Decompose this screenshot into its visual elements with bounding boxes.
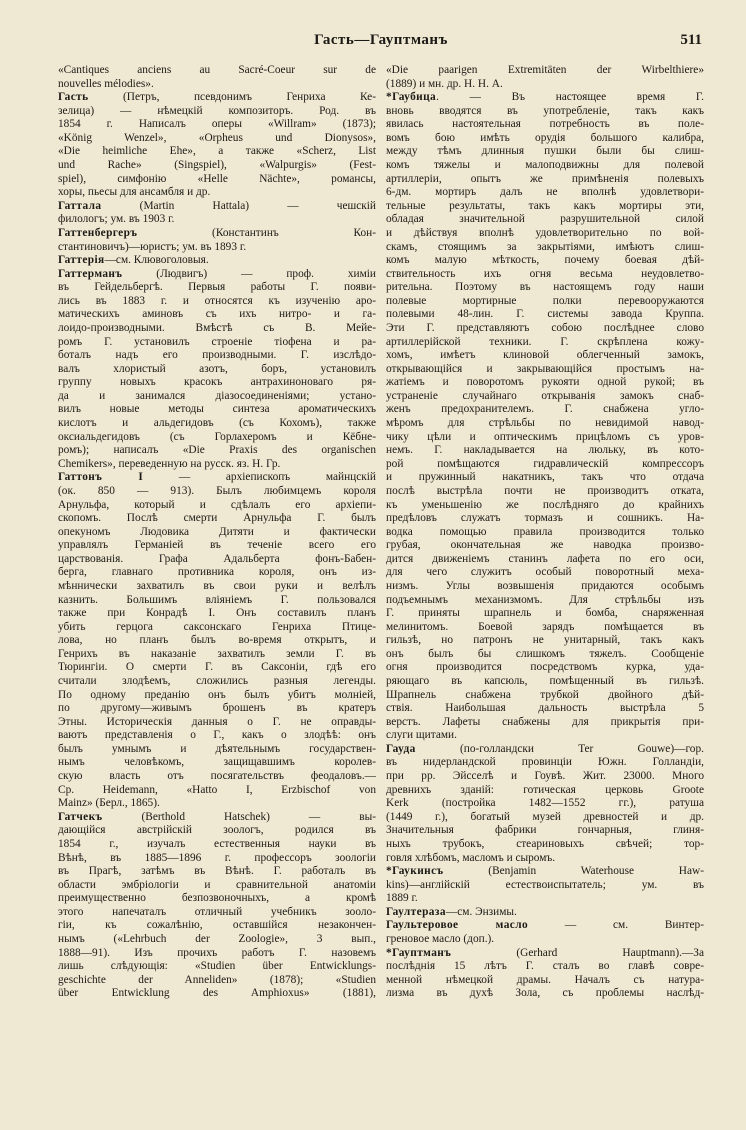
text-line [58,933,376,947]
text-line [386,145,704,159]
text-line [386,268,704,282]
line-text: въ нидерландской провинціи Южн. Голландіи, [386,756,704,769]
text-line [386,892,704,906]
line-text: Эти Г. представляютъ собою послѣднее слово [386,321,704,334]
line-text: матическихъ аминовъ съ ихъ нитро- и га- [58,308,376,321]
entry-headword: Гаултераза [386,905,446,918]
text-line [386,974,704,988]
line-text: (Gerhard Hauptmann).—За [451,946,704,959]
text-line [386,485,704,499]
entry-headword: Гаттерманъ [58,267,123,280]
text-line [386,634,704,648]
line-text: нымъ человѣкомъ, защищавшимъ королев- [58,756,376,769]
line-text: лись въ 1883 г. и относятся къ изученію аро- [58,294,376,307]
line-text: былъ умнымъ и дѣятельнымъ государствен- [58,742,376,755]
line-text: явилась настоятельная потребность въ поле- [386,118,704,131]
text-line [58,254,376,268]
text-line [58,499,376,513]
entry-headword: Гаттенбергеръ [58,226,138,239]
text-line [386,797,704,811]
line-text: вилъ новые методы синтеза ароматическихъ [58,403,376,416]
line-text: kins)—англійскій естествоиспытатель; ум. въ [386,878,704,891]
line-text: комъ тяжелы и малоподвижны для полевой [386,159,704,172]
line-text: (1449 г.), богатый музей древностей и др. [386,810,704,823]
text-line [58,634,376,648]
line-text: онъ былъ бы слишкомъ тяжелъ. Сообщеніе [386,647,704,660]
line-text: обладая значительной разрушительной силой [386,213,704,226]
line-text: Ср. Heidemann, «Hatto I, Erzbischof von [58,783,376,796]
line-text: полевые мортирные полки перевооружаются [386,294,704,307]
text-line [58,987,376,1001]
line-text: По одному преданію онъ былъ убитъ молніей, [58,688,376,701]
text-line [386,566,704,580]
line-text: —см. Энзимы. [445,905,517,918]
line-text: (Martin Hattala) — чешскій [101,199,376,212]
text-line [386,295,704,309]
line-text: «Cantiques anciens au Sacré-Coeur sur de [58,64,376,76]
line-text: «König Wenzel», «Orpheus und Dionysos», [58,131,376,144]
line-text: Этны. Историческія данныя о Г. не оправды- [58,715,376,728]
text-line [58,105,376,119]
text-line [386,756,704,770]
entry-headword: *Гаубица [386,91,437,104]
text-line [386,281,704,295]
line-text: и дѣйствуя вполнѣ удовлетворительно по вой- [386,226,704,239]
text-line [58,173,376,187]
line-text: (Петръ, псевдонимъ Генриха Ке- [88,91,376,104]
text-line [58,947,376,961]
line-text: полевыми 48-лин. Г. системы завода Круппа. [386,308,704,321]
text-line [386,390,704,404]
line-text: грубая, окончательная же наводка произво- [386,539,704,552]
line-text: греновое масло (доп.). [386,933,495,945]
line-text: къ уменьшенію же послѣдняго до крайнихъ [386,498,704,511]
text-line [386,784,704,798]
text-line [58,471,376,485]
text-line [386,621,704,635]
left-column [58,64,376,1001]
text-line [58,485,376,499]
line-text: хомъ, имѣетъ клиновой облегченный замокъ, [386,349,704,362]
text-line [58,268,376,282]
text-line [58,960,376,974]
text-line [58,566,376,580]
text-line [58,526,376,540]
text-line [58,390,376,404]
text-line [386,254,704,268]
text-line [58,594,376,608]
line-text: «Die paarigen Extremitäten der Wirbelthiere» [386,64,704,76]
line-text: Тюрингіи. О смерти Г. въ Саксоніи, гдѣ его [58,661,376,674]
text-line [58,78,376,92]
text-line [58,322,376,336]
text-line [58,295,376,309]
text-line [386,471,704,485]
line-text: комъ малую мѣткость, почему боевая дѣй- [386,254,704,267]
line-text: ваютъ представленія о Г., какъ о злодѣѣ: онъ [58,729,376,742]
text-line [386,743,704,757]
text-line [58,308,376,322]
text-line [58,607,376,621]
line-text: царствованія. Графа Адальберта фонъ-Бабен- [58,552,376,565]
line-text: преимущественно безпозвоночныхъ, а кромѣ [58,892,376,905]
page-number: 511 [680,32,702,48]
line-text: Вѣнѣ, въ 1885—1896 г. профессоръ зоологіи [58,851,376,864]
line-text: подъемнымъ механизмомъ. Для стрѣльбы изъ [386,593,704,606]
text-line [386,852,704,866]
line-text: огня производится посредствомъ курка, уда- [386,661,704,674]
text-line [58,539,376,553]
text-line [386,322,704,336]
page-header [60,32,702,54]
line-text: вновь вводятся въ употребленіе, такъ какъ [386,104,704,117]
line-text: низмъ. Углы возвышенія придаются особымъ [386,579,704,592]
line-text: считали злодѣемъ, сложились разныя легенды. [58,675,376,688]
text-line [386,865,704,879]
text-line [58,200,376,214]
entry-headword: Гаттала [58,199,102,212]
entry-headword: *Гаукинсъ [386,865,444,878]
line-text: говля хлѣбомъ, масломъ и сыромъ. [386,851,556,864]
line-text: лова, но планъ былъ во-время открытъ, и [58,634,376,647]
text-line [386,526,704,540]
line-text: über Entwicklung des Amphioxus» (1881), [58,987,376,1000]
line-text: (Константинъ Кон- [137,226,376,239]
line-text: при рр. Эйсселѣ и Гоувѣ. Жит. 23000. Много [386,770,704,783]
text-line [58,118,376,132]
line-text: Генрихъ въ наказаніе захватилъ земли Г. въ [58,647,376,660]
line-text: (Людвигъ) — проф. химіи [122,267,376,280]
line-text: тельные результаты, такъ какъ мортиры эти, [386,199,704,212]
text-line [386,594,704,608]
text-line [58,811,376,825]
line-text: (ок. 850 — 913). Былъ любимцемъ короля [58,484,376,497]
text-line [58,879,376,893]
line-text: скамъ, стоящимъ за закрытіями, имѣютъ слиш- [386,240,704,253]
line-text: открывающійся и закрывающійся простымъ на- [386,362,704,375]
text-line [386,118,704,132]
line-text: nouvelles mélodies». [58,77,154,90]
entry-headword: Гаттонъ I [58,471,144,484]
line-text: мѣннически захватилъ въ свои руки и велѣлъ [58,579,376,592]
line-text: берга, главнаго противника короля, онъ из- [58,566,376,579]
entry-headword: Гасть [58,91,89,104]
line-text: рой помѣщаются гидравлическій компрессоръ [386,457,704,470]
line-text: Арнульфа, который и сдѣлалъ его архіепи- [58,498,376,511]
running-title: Гасть—Гауптманъ [314,32,448,48]
entry-headword: Гаультеровое масло [386,919,529,932]
text-line [386,105,704,119]
text-line [386,553,704,567]
line-text: und Rache» (Singspiel), «Walpurgis» (Fest- [58,159,376,172]
line-text: 1889 г. [386,892,418,905]
text-line [58,729,376,743]
line-text: чику цѣли и оптическимъ прицѣломъ съ уров- [386,430,704,443]
text-line [386,213,704,227]
text-line [386,132,704,146]
text-line [58,919,376,933]
text-line [386,417,704,431]
text-line [386,811,704,825]
text-line [386,824,704,838]
line-text: управлялъ Германіей въ теченіе всего его [58,539,376,552]
line-text: послѣднія 15 лѣтъ Г. сталъ во главѣ совре- [386,960,704,973]
line-text: вомъ бою имѣть орудія большого калибра, [386,131,704,144]
line-text: для чего служитъ особый поворотный меха- [386,566,704,579]
entry-headword: Гауда [386,742,416,755]
entry-headword: Гаттерія [58,254,105,267]
line-text: лишь слѣдующія: «Studien über Entwicklungs- [58,960,376,973]
line-text: гіи, къ сожалѣнію, оставшійся незакончен- [58,919,376,932]
line-text: Шрапнель снабжена трубкой двойного дѣй- [386,688,704,701]
text-line [58,145,376,159]
text-line [58,444,376,458]
line-text: по другому—живымъ брошенъ въ кратеръ [58,702,376,715]
text-line [58,702,376,716]
text-line [58,784,376,798]
text-line [58,675,376,689]
line-text: Значительныя фабрики гончарныя, глиня- [386,824,704,837]
text-line [386,580,704,594]
line-text: боталъ надъ его производными. Г. изслѣдо- [58,349,376,362]
text-line [386,349,704,363]
text-line [58,892,376,906]
text-line [58,376,376,390]
line-text: жатіемъ и поворотомъ рукояти одной рукой; въ [386,376,704,389]
line-text: устраненіе случайнаго открыванія замокъ снаб- [386,389,704,402]
line-text: казнить. Большимъ вліяніемъ Г. пользовался [58,593,376,606]
text-line [386,363,704,377]
line-text: и пружинный накатникъ, такъ что отдача [386,471,704,484]
text-line [58,336,376,350]
text-line [58,186,376,200]
line-text: рительна. Поэтому въ настоящемъ году наши [386,281,704,294]
text-line [386,64,704,78]
text-line [386,648,704,662]
line-text: немъ. Г. накладывается на люльку, въ кото- [386,444,704,457]
text-line [386,716,704,730]
line-text: — см. Винтер- [528,919,704,932]
line-text: артиллеріи, опытъ же примѣненія полевыхъ [386,172,704,185]
line-text: ныхъ трубокъ, стеариновыхъ свѣчей; тор- [386,837,704,850]
line-text: древнихъ зданій: готическая церковь Groote [386,783,704,796]
text-line [58,227,376,241]
text-line [58,838,376,852]
text-line [386,689,704,703]
line-text: spiel), симфонію «Helle Nächte», романсы, [58,172,376,185]
right-column [386,64,704,1001]
line-text: нымъ («Lehrbuch der Zoologie», 3 вып., [58,933,376,945]
text-line [58,213,376,227]
text-line [58,661,376,675]
text-line [386,960,704,974]
line-text: 6-дм. мортиръ далъ не вполнѣ удовлетвори- [386,186,704,199]
line-text: артиллерійской техники. Г. скрѣплена кожу- [386,335,704,348]
line-text: (1889) и мн. др. Н. Н. А. [386,77,503,90]
text-line [58,91,376,105]
text-line [58,553,376,567]
line-text: ствія. Наибольшая дальность выстрѣла 5 [386,702,704,715]
text-line [58,403,376,417]
line-text: области эмбріологіи и сравнительной анатоміи [58,878,376,891]
text-line [386,336,704,350]
text-line [58,349,376,363]
text-line [58,431,376,445]
line-text: лизма въ духѣ Зола, съ проблемы наслѣд- [386,987,704,1000]
line-text: Г. приняты шрапнель и бомба, снаряженная [386,607,704,620]
line-text: менной нѣмецкой драмы. Началъ съ натура- [386,973,704,986]
text-line [386,376,704,390]
text-line [58,580,376,594]
line-text: филологъ; ум. въ 1903 г. [58,213,175,226]
entry-headword: Гатчекъ [58,810,103,823]
text-line [386,200,704,214]
line-text: дающійся австрійскій зоологъ, родился въ [58,824,376,837]
line-text: предѣловъ служатъ тормазъ и сошникъ. На- [386,512,704,525]
text-line [386,987,704,1001]
text-line [386,458,704,472]
text-line [58,743,376,757]
line-text: послѣ выстрѣла почти не производитъ отката, [386,484,704,497]
text-line [58,770,376,784]
line-text: также при Конрадѣ I. Онъ составилъ планъ [58,607,376,620]
text-line [386,308,704,322]
text-line [386,661,704,675]
line-text: мѣромъ для стрѣльбы по невидимой навод- [386,417,704,430]
line-text: кислотъ и альдегидовъ (съ Кохомъ), также [58,417,376,430]
text-line [58,716,376,730]
line-text: — архіепископъ майнцскій [143,471,376,484]
text-line [58,906,376,920]
line-text: верстъ. Лафеты снабжены для прикрытія при- [386,715,704,728]
line-text: мелинитомъ. Боевой зарядъ помѣщается въ [386,620,704,633]
text-line [386,78,704,92]
text-line [58,865,376,879]
line-text: (Berthold Hatschek) — вы- [102,810,376,823]
text-line [386,838,704,852]
line-text: (по-голландски Ter Gouwe)—гор. [415,742,704,755]
line-text: 1888—91). Изъ прочихъ работъ Г. назовемъ [58,946,376,959]
line-text: Mainz» (Берл., 1865). [58,797,160,810]
line-text: этого напечаталъ отличный учебникъ зооло- [58,905,376,918]
text-line [58,689,376,703]
text-line [386,159,704,173]
text-line [386,91,704,105]
text-line [386,906,704,920]
line-text: (Benjamin Waterhouse Haw- [443,865,704,878]
line-text: ромъ); написалъ «Die Praxis des organischen [58,444,376,457]
text-line [58,458,376,472]
text-line [386,607,704,621]
line-text: дится движеніемъ станинъ лафета по его оси, [386,552,704,565]
text-line [386,431,704,445]
text-line [58,756,376,770]
line-text: Chemikers», переведенную на русск. яз. Н. Гр. [58,457,281,470]
line-text: Kerk (постройка 1482—1552 гг.), ратуша [386,797,704,810]
line-text: ромъ Г. установилъ строеніе тіофена и ра- [58,335,376,348]
text-line [386,770,704,784]
line-text: убить герцога саксонскаго Генриха Птице- [58,620,376,633]
text-line [386,947,704,961]
line-text: 1854 г. Написалъ оперы «Willram» (1873); [58,118,376,131]
line-text: гильзѣ, но патронъ не унитарный, такъ какъ [386,634,704,647]
text-line [386,879,704,893]
line-text: оксиальдегидовъ (съ Горлахеромъ и Кёбне- [58,430,376,443]
line-text: въ Прагѣ, затѣмъ въ Вѣнѣ. Г. работалъ въ [58,865,376,878]
line-text: хоры, пьесы для ансамбля и др. [58,186,211,199]
line-text: geschichte der Anneliden» (1878); «Studien [58,973,376,986]
text-line [58,974,376,988]
text-line [386,499,704,513]
text-line [386,729,704,743]
text-line [386,919,704,933]
text-line [386,227,704,241]
text-line [386,702,704,716]
text-line [58,363,376,377]
text-line [386,512,704,526]
line-text: «Die heimliche Ehe», а также «Scherz, List [58,145,376,158]
line-text: женъ предохранителемъ. Г. снабжена угло- [386,403,704,416]
line-text: валъ хлористый азотъ, боръ, установилъ [58,362,376,375]
text-line [58,824,376,838]
line-text: ствительность ихъ огня весьма неудовлетво- [386,267,704,280]
text-line [386,241,704,255]
line-text: водка помощью правила производится только [386,525,704,538]
text-line [58,281,376,295]
text-line [386,675,704,689]
text-line [386,173,704,187]
text-line [386,186,704,200]
line-text: скопомъ. Послѣ смерти Арнульфа Г. былъ [58,512,376,525]
line-text: да и занимался діазосоединеніями; устано- [58,389,376,402]
text-line [58,159,376,173]
text-line [58,512,376,526]
line-text: скую власть отъ посягательствъ феодаловъ.— [58,770,376,783]
text-line [58,132,376,146]
line-text: . — Въ настоящее время Г. [436,91,704,104]
line-text: ряющаго въ капсюль, помѣщенный въ гильзѣ. [386,675,704,688]
line-text: группу новыхъ красокъ антрахиноноваго ря- [58,376,376,389]
entry-headword: *Гауптманъ [386,946,452,959]
line-text: стантиновичъ)—юристъ; ум. въ 1893 г. [58,240,247,253]
line-text: опекуномъ Людовика Дитяти и фактически [58,525,376,538]
line-text: между тѣмъ длинныя пушки были бы слиш- [386,145,704,158]
line-text: слуги щитами. [386,729,457,742]
text-line [58,417,376,431]
text-line [58,621,376,635]
text-line [58,648,376,662]
text-line [58,797,376,811]
line-text: въ Гейдельбергѣ. Первыя работы Г. появи- [58,281,376,294]
text-line [386,539,704,553]
text-line [58,64,376,78]
text-line [386,933,704,947]
line-text: лоидо-производными. Вмѣстѣ съ В. Мейе- [58,321,376,334]
text-line [386,403,704,417]
line-text: —см. Клювоголовыя. [104,254,209,267]
text-line [58,852,376,866]
line-text: 1854 г., изучалъ естественныя науки въ [58,837,376,850]
text-line [386,444,704,458]
text-line [58,241,376,255]
line-text: зелица) — нѣмецкій композиторъ. Род. въ [58,104,376,117]
